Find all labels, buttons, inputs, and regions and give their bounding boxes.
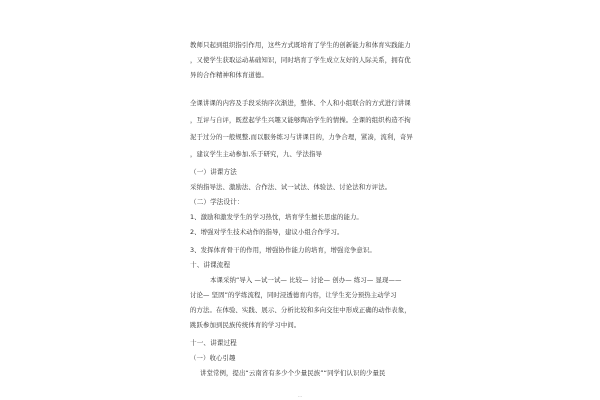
study-item-3: 3、发挥体育骨干的作用，增强协作能力的培育，增强竞争意识。 [190, 246, 376, 254]
paragraph-1-line-1: 教师只起到组织指引作用，这些方式既培育了学生的创新能力和体育实践能力 [190, 41, 411, 49]
study-item-1: 1、激励和激发学生的学习热忱，培育学生擅长思虑的能力。 [190, 213, 363, 221]
flow-paragraph-line-1: 讨论— 坚固”的学练流程，同时浸透德育内容，让学生充分预热主动学习 [190, 291, 397, 299]
section-study-design-title: （二）学法设计： [190, 198, 244, 206]
flow-paragraph-line-3: 跳跃参加到民族传统体育的学习中间。 [190, 321, 301, 329]
study-item-2: 2、增强对学生技术动作的指导，建议小组合作学习。 [190, 228, 344, 236]
section-teaching-method-title: （一）讲课方法 [190, 168, 237, 176]
paragraph-2-line-2: ，互评与自评，既惹起学生兴趣又能够陶冶学生的情操。全课的组织构造不拘 [190, 116, 411, 124]
section-eleven-subtitle: （一）收心引趣 [190, 354, 236, 362]
paragraph-2-line-3: 泥于过分的一般规整,而以服务练习与讲课目的，力争合理，紧凑，流利，奇异 [190, 133, 413, 141]
paragraph-2-line-1: 全课讲课的内容及手段采纳序次渐进，整体、个人和小组联合的方式进行讲课 [190, 99, 411, 107]
paragraph-1-line-3: 异的合作精神和体育道德。 [190, 71, 268, 79]
paragraph-2-line-4: ，建议学生主动参加,乐于研究，九、学法指导 [190, 150, 322, 158]
page-marker: ... [298, 393, 302, 398]
section-ten-title: 十、讲课流程 [190, 261, 231, 269]
section-teaching-method-text: 采纳指导法、激励法、合作法、试一试法、体验法、讨论法和方评法。 [190, 183, 392, 191]
section-eleven-title: 十一、讲课过程 [190, 339, 237, 347]
flow-line: 本课采纳“导入 —试一试— 比较— 讨论— 创办— 练习— 显现—— [210, 276, 402, 284]
paragraph-1-line-2: ，又使学生获取运动基础知识，同时培育了学生成立友好的人际关系，拥有优 [190, 56, 411, 64]
last-line: 讲堂常例，提出“云南省有多少个少量民族”“同学们认识的少量民 [200, 369, 386, 377]
flow-paragraph-line-2: 的方法。在体验、实践、展示、分析比较和多向交往中形成正确的动作表象， [190, 306, 411, 314]
